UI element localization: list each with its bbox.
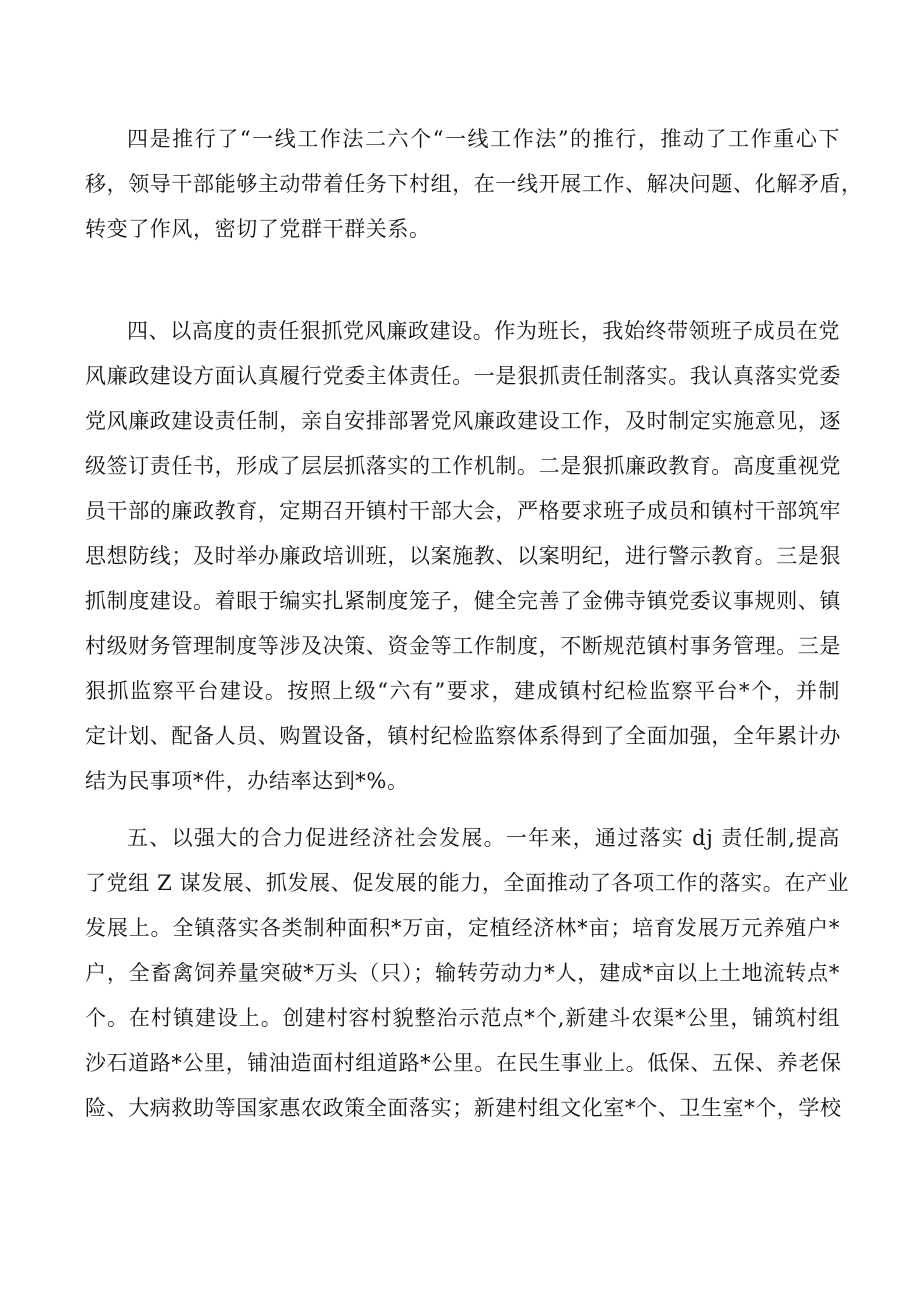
text-line: 级签订责任书，形成了层层抓落实的工作机制。二是狠抓廉政教育。高度重视党 (85, 454, 841, 478)
text-line: 狠抓监察平台建设。按照上级“六有”要求，建成镇村纪检监察平台*个，并制 (85, 679, 840, 703)
text-line: 风廉政建设方面认真履行党委主体责任。一是狠抓责任制落实。我认真落实党委 (85, 364, 841, 388)
text-line: 四是推行了“一线工作法二六个“一线工作法”的推行，推动了工作重心下 (127, 127, 840, 151)
text-line: 移，领导干部能够主动带着任务下村组，在一线开展工作、解决问题、化解矛盾， (85, 172, 863, 196)
text-line: 定计划、配备人员、购置设备，镇村纪检监察体系得到了全面加强，全年累计办 (85, 724, 841, 748)
text-line: 抓制度建设。着眼于编实扎紧制度笼子，健全完善了金佛寺镇党委议事规则、镇 (85, 589, 841, 613)
text-line: 个。在村镇建设上。创建村容村貌整治示范点*个,新建斗农渠*公里，铺筑村组 (85, 1006, 840, 1030)
text-line: 五、以强大的合力促进经济社会发展。一年来，通过落实 dj 责任制,提高 (127, 826, 840, 850)
text-line: 沙石道路*公里，铺油造面村组道路*公里。在民生事业上。低保、五保、养老保 (85, 1051, 842, 1075)
paragraph-work-method (85, 117, 863, 252)
text-line: 员干部的廉政教育，定期召开镇村干部大会，严格要求班子成员和镇村干部筑牢 (85, 499, 841, 523)
text-line: 发展上。全镇落实各类制种面积*万亩，定植经济林*亩；培育发展万元养殖户* (85, 916, 840, 940)
text-line: 户，全畜禽饲养量突破*万头（只）；输转劳动力*人，建成*亩以上土地流转点* (85, 961, 840, 985)
text-line: 结为民事项*件，办结率达到*%。 (85, 769, 409, 793)
text-line: 思想防线；及时举办廉政培训班，以案施教、以案明纪，进行警示教育。三是狠 (85, 544, 841, 568)
text-line: 村级财务管理制度等涉及决策、资金等工作制度，不断规范镇村事务管理。三是 (85, 634, 841, 658)
paragraph-economic-development (85, 816, 850, 1131)
text-line: 了党组 Z 谋发展、抓发展、促发展的能力，全面推动了各项工作的落实。在产业 (85, 871, 850, 895)
text-line: 四、以高度的责任狠抓党风廉政建设。作为班长，我始终带领班子成员在党 (127, 319, 840, 343)
text-line: 党风廉政建设责任制，亲自安排部署党风廉政建设工作，及时制定实施意见，逐 (85, 409, 841, 433)
text-line: 险、大病救助等国家惠农政策全面落实；新建村组文化室*个、卫生室*个，学校 (85, 1096, 842, 1120)
paragraph-party-integrity (85, 309, 840, 804)
text-line: 转变了作风，密切了党群干群关系。 (85, 217, 431, 241)
